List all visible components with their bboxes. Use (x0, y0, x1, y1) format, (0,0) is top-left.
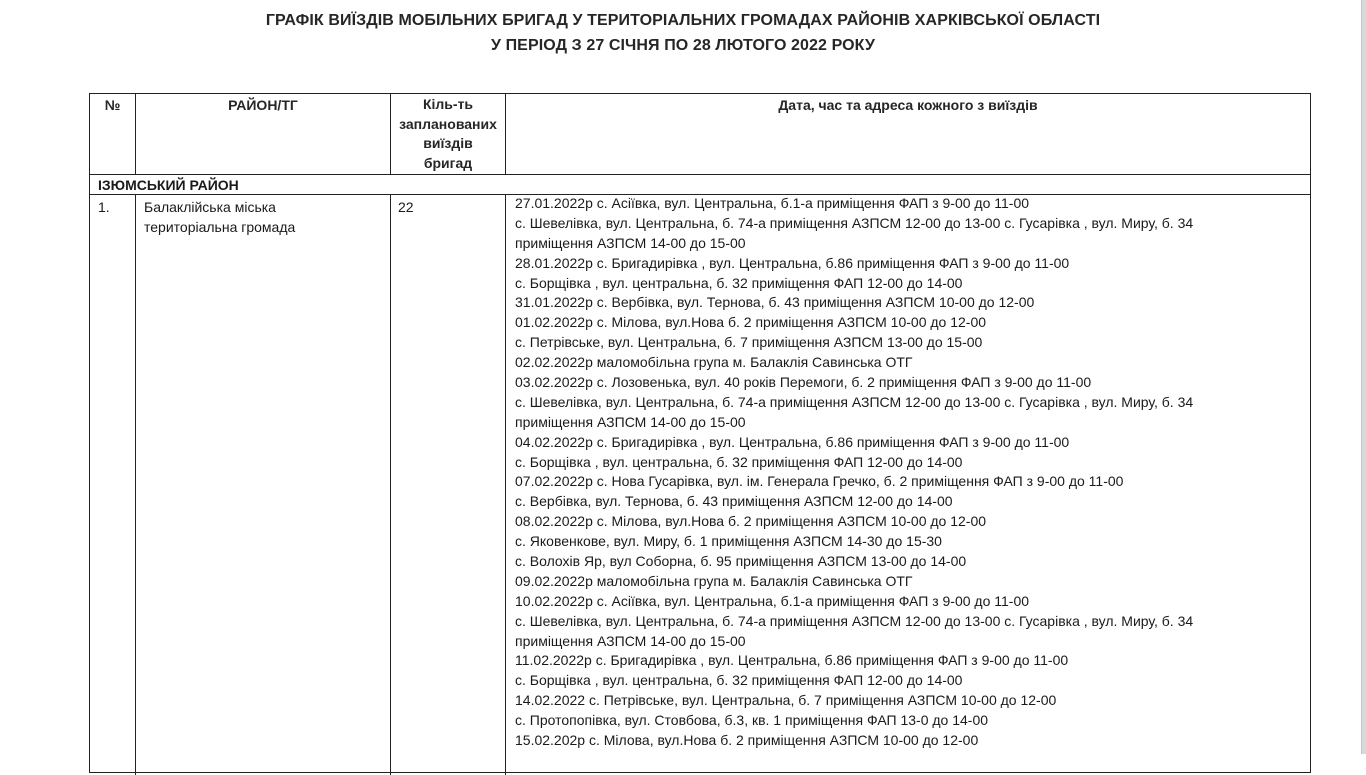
schedule-entry: с. Петрівське, вул. Центральна, б. 7 приміщення АЗПСМ 13-00 до 15-00 (515, 334, 983, 351)
schedule-entry: с. Борщівка , вул. центральна, б. 32 приміщення ФАП 12-00 до 14-00 (515, 453, 963, 470)
schedule-entry: 10.02.2022р с. Асіївка, вул. Центральна, б.1-а приміщення ФАП з 9-00 до 11-00 (515, 592, 1030, 609)
schedule-entry: 02.02.2022р маломобільна група м. Балаклія Савинська ОТГ (515, 354, 913, 371)
schedule-entry: 14.02.2022 с. Петрівське, вул. Центральна, б. 7 приміщення АЗПСМ 10-00 до 12-00 (515, 692, 1057, 709)
schedule-entry: с. Шевелівка, вул. Центральна, б. 74-а приміщення АЗПСМ 12-00 до 13-00 с. Гусарівка , вул. Миру, б. 34 (515, 393, 1194, 410)
header-schedule: Дата, час та адреса кожного з виїздів (778, 97, 1038, 113)
row-divider (90, 174, 1310, 175)
schedule-entry: с. Протопопівка, вул. Стовбова, б.3, кв. 1 приміщення ФАП 13-0 до 14-00 (515, 712, 989, 729)
schedule-entry: 11.02.2022р с. Бригадирівка , вул. Центральна, б.86 приміщення ФАП з 9-00 до 11-00 (515, 652, 1069, 669)
document-title: ГРАФІК ВИЇЗДІВ МОБІЛЬНИХ БРИГАД У ТЕРИТОРІАЛЬНИХ ГРОМАДАХ РАЙОНІВ ХАРКІВСЬКОЇ ОБЛАСТІ (265, 12, 1101, 29)
document-subtitle: У ПЕРІОД З 27 СІЧНЯ ПО 28 ЛЮТОГО 2022 РОКУ (490, 37, 875, 54)
column-divider (390, 195, 391, 775)
schedule-entry: 01.02.2022р с. Мілова, вул.Нова б. 2 приміщення АЗПСМ 10-00 до 12-00 (515, 314, 987, 331)
schedule-entry: 15.02.202р с. Мілова, вул.Нова б. 2 приміщення АЗПСМ 10-00 до 12-00 (515, 732, 979, 749)
schedule-entry: приміщення АЗПСМ 14-00 до 15-00 (515, 413, 746, 430)
schedule-entry: 03.02.2022р с. Лозовенька, вул. 40 років Перемоги, б. 2 приміщення ФАП з 9-00 до 11-00 (515, 374, 1092, 391)
row-community-name (144, 197, 384, 237)
schedule-entry: с. Вербівка, вул. Тернова, б. 43 приміщення АЗПСМ 12-00 до 14-00 (515, 493, 953, 510)
row-number: 1. (98, 199, 110, 215)
column-divider (505, 195, 506, 775)
header-number: № (104, 97, 121, 113)
schedule-entry: 28.01.2022р с. Бригадирівка , вул. Центральна, б.86 приміщення ФАП з 9-00 до 11-00 (515, 254, 1070, 271)
schedule-entry: с. Шевелівка, вул. Центральна, б. 74-а приміщення АЗПСМ 12-00 до 13-00 с. Гусарівка , вул. Миру, б. 34 (515, 214, 1194, 231)
row-community-name-line: Балаклійська міська (144, 199, 276, 215)
row-community-name-line: територіальна громада (144, 219, 296, 235)
schedule-entry: с. Борщівка , вул. центральна, б. 32 приміщення ФАП 12-00 до 14-00 (515, 274, 963, 291)
schedule-entry: 08.02.2022р с. Мілова, вул.Нова б. 2 приміщення АЗПСМ 10-00 до 12-00 (515, 513, 987, 530)
row-schedule (515, 194, 1305, 751)
schedule-entry: 31.01.2022р с. Вербівка, вул. Тернова, б. 43 приміщення АЗПСМ 10-00 до 12-00 (515, 294, 1035, 311)
header-planned-count-line: Кіль-ть (422, 96, 474, 112)
schedule-entry: 07.02.2022р с. Нова Гусарівка, вул. ім. Генерала Гречко, б. 2 приміщення ФАП з 9-00 до 11-00 (515, 473, 1124, 490)
header-planned-count-line: запланованих (399, 115, 497, 132)
header-district: РАЙОН/ТГ (228, 97, 298, 113)
header-planned-count-line: бригад (423, 154, 473, 171)
section-title: ІЗЮМСЬКИЙ РАЙОН (98, 177, 239, 193)
schedule-entry: приміщення АЗПСМ 14-00 до 15-00 (515, 632, 746, 649)
schedule-table (89, 93, 1311, 773)
header-planned-count-line: виїздів (423, 135, 473, 151)
header-planned-count (391, 95, 505, 173)
schedule-entry: с. Яковенкове, вул. Миру, б. 1 приміщення АЗПСМ 14-30 до 15-30 (515, 533, 942, 550)
page-scroll-edge (1361, 0, 1366, 754)
schedule-entry: с. Шевелівка, вул. Центральна, б. 74-а приміщення АЗПСМ 12-00 до 13-00 с. Гусарівка , вул. Миру, б. 34 (515, 612, 1194, 629)
schedule-entry: 09.02.2022р маломобільна група м. Балаклія Савинська ОТГ (515, 572, 913, 589)
column-divider (135, 195, 136, 775)
schedule-entry: с. Волохів Яр, вул Соборна, б. 95 приміщення АЗПСМ 13-00 до 14-00 (515, 553, 967, 570)
schedule-entry: приміщення АЗПСМ 14-00 до 15-00 (515, 234, 746, 251)
schedule-entry: 04.02.2022р с. Бригадирівка , вул. Центральна, б.86 приміщення ФАП з 9-00 до 11-00 (515, 433, 1070, 450)
row-planned-count: 22 (398, 199, 414, 215)
schedule-entry: с. Борщівка , вул. центральна, б. 32 приміщення ФАП 12-00 до 14-00 (515, 672, 963, 689)
schedule-entry: 27.01.2022р с. Асіївка, вул. Центральна, б.1-а приміщення ФАП з 9-00 до 11-00 (515, 195, 1030, 211)
